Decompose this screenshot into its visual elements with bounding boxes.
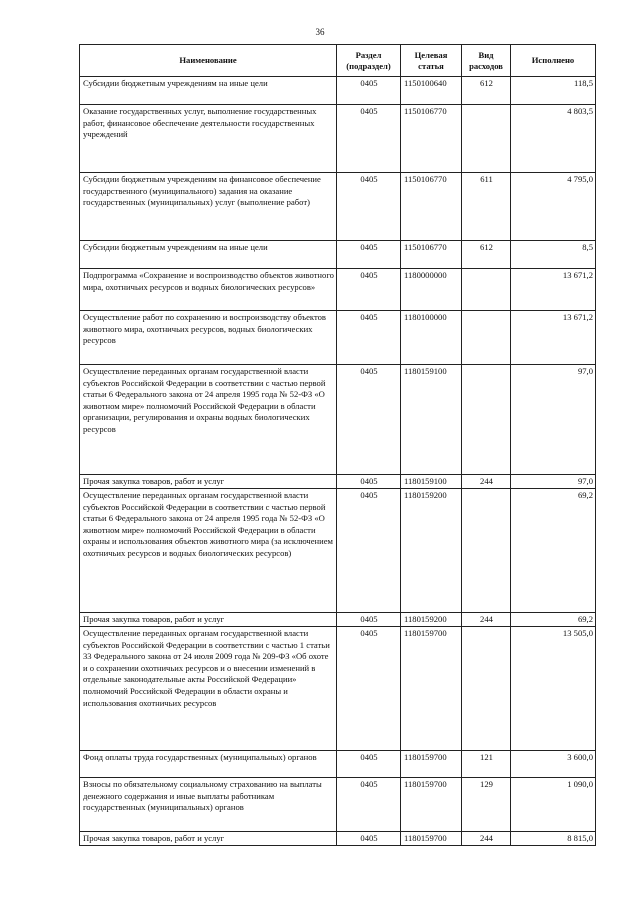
cell-done: 4 795,0 <box>511 173 596 241</box>
cell-name: Взносы по обязательному социальному страхованию на выплаты денежного содержания и иные выплаты работникам государственных (муниципальных) органов <box>80 778 337 832</box>
table-row <box>80 105 596 173</box>
cell-done: 3 600,0 <box>511 751 596 778</box>
cell-type: 121 <box>462 751 511 778</box>
page-number: 36 <box>315 27 325 37</box>
cell-done: 69,2 <box>511 489 596 613</box>
cell-target: 1180159700 <box>401 751 462 778</box>
cell-done: 4 803,5 <box>511 105 596 173</box>
cell-target: 1180159700 <box>401 627 462 751</box>
cell-name: Субсидии бюджетным учреждениям на иные цели <box>80 77 337 105</box>
cell-target: 1180159200 <box>401 613 462 627</box>
cell-type: 244 <box>462 475 511 489</box>
cell-target: 1150106770 <box>401 241 462 269</box>
cell-type <box>462 365 511 475</box>
cell-target: 1180159700 <box>401 832 462 846</box>
cell-name: Оказание государственных услуг, выполнение государственных работ, финансовое обеспечение деятельности государственных учреждений <box>80 105 337 173</box>
cell-section: 0405 <box>337 365 401 475</box>
cell-name: Осуществление переданных органам государственной власти субъектов Российской Федерации в соответствии с частью первой статьи 6 Федерального закона от 24 апреля 1995 года № 52-ФЗ «О животном мире» полномочий Российской Федерации в области охраны и использования объектов животного мира (за исключением охотничьих ресурсов и водных биологических ресурсов) <box>80 489 337 613</box>
cell-type: 244 <box>462 613 511 627</box>
cell-done: 97,0 <box>511 365 596 475</box>
cell-name: Подпрограмма «Сохранение и воспроизводство объектов животного мира, охотничьих ресурсов и водных биологических ресурсов» <box>80 269 337 311</box>
cell-target: 1150106770 <box>401 173 462 241</box>
cell-name: Субсидии бюджетным учреждениям на иные цели <box>80 241 337 269</box>
cell-target: 1180159200 <box>401 489 462 613</box>
header-section: Раздел (подраздел) <box>337 45 401 77</box>
cell-section: 0405 <box>337 778 401 832</box>
cell-section: 0405 <box>337 269 401 311</box>
cell-type <box>462 269 511 311</box>
cell-type: 244 <box>462 832 511 846</box>
table-row <box>80 489 596 613</box>
cell-type <box>462 489 511 613</box>
table-row <box>80 173 596 241</box>
cell-section: 0405 <box>337 241 401 269</box>
cell-done: 69,2 <box>511 613 596 627</box>
table-row <box>80 475 596 489</box>
table-row <box>80 613 596 627</box>
header-name: Наименование <box>80 45 337 77</box>
cell-name: Осуществление переданных органам государственной власти субъектов Российской Федерации в соответствии с частью первой статьи 6 Федерального закона от 24 апреля 1995 года № 52-ФЗ «О животном мире» полномочий Российской Федерации в области организации, регулирования и охраны водных биологических ресурсов <box>80 365 337 475</box>
budget-table <box>79 44 596 846</box>
cell-done: 8 815,0 <box>511 832 596 846</box>
cell-type <box>462 311 511 365</box>
cell-type <box>462 105 511 173</box>
cell-target: 1150106770 <box>401 105 462 173</box>
header-target: Целевая статья <box>401 45 462 77</box>
cell-name: Прочая закупка товаров, работ и услуг <box>80 832 337 846</box>
cell-done: 13 671,2 <box>511 269 596 311</box>
cell-name: Прочая закупка товаров, работ и услуг <box>80 475 337 489</box>
cell-section: 0405 <box>337 751 401 778</box>
cell-section: 0405 <box>337 627 401 751</box>
cell-done: 13 505,0 <box>511 627 596 751</box>
cell-name: Осуществление работ по сохранению и воспроизводству объектов животного мира, охотничьих ресурсов, водных биологических ресурсов <box>80 311 337 365</box>
cell-type: 129 <box>462 778 511 832</box>
table-row <box>80 832 596 846</box>
cell-name: Осуществление переданных органам государственной власти субъектов Российской Федерации в соответствии с частью 1 статьи 33 Федерального закона от 24 июля 2009 года № 209-ФЗ «Об охоте и о сохранении охотничьих ресурсов и о внесении изменений в отдельные законодательные акты Российской Федерации» полномочий Российской Федерации в области охраны и использования охотничьих ресурсов <box>80 627 337 751</box>
table-row <box>80 77 596 105</box>
cell-target: 1180159100 <box>401 365 462 475</box>
cell-section: 0405 <box>337 77 401 105</box>
cell-target: 1180000000 <box>401 269 462 311</box>
cell-name: Прочая закупка товаров, работ и услуг <box>80 613 337 627</box>
cell-name: Субсидии бюджетным учреждениям на финансовое обеспечение государственного (муниципального) задания на оказание государственных (муниципальных) услуг (выполнение работ) <box>80 173 337 241</box>
cell-target: 1180100000 <box>401 311 462 365</box>
table-row <box>80 241 596 269</box>
cell-done: 13 671,2 <box>511 311 596 365</box>
cell-section: 0405 <box>337 475 401 489</box>
table-row <box>80 627 596 751</box>
header-type: Вид расходов <box>462 45 511 77</box>
cell-target: 1150100640 <box>401 77 462 105</box>
cell-type <box>462 627 511 751</box>
cell-done: 8,5 <box>511 241 596 269</box>
cell-section: 0405 <box>337 173 401 241</box>
table-row <box>80 365 596 475</box>
table-header-row <box>80 45 596 77</box>
table-row <box>80 751 596 778</box>
cell-done: 118,5 <box>511 77 596 105</box>
cell-target: 1180159100 <box>401 475 462 489</box>
cell-name: Фонд оплаты труда государственных (муниципальных) органов <box>80 751 337 778</box>
cell-type: 611 <box>462 173 511 241</box>
cell-type: 612 <box>462 77 511 105</box>
cell-section: 0405 <box>337 105 401 173</box>
cell-section: 0405 <box>337 489 401 613</box>
cell-section: 0405 <box>337 613 401 627</box>
table-row <box>80 269 596 311</box>
cell-done: 1 090,0 <box>511 778 596 832</box>
cell-done: 97,0 <box>511 475 596 489</box>
cell-section: 0405 <box>337 832 401 846</box>
header-done: Исполнено <box>511 45 596 77</box>
cell-target: 1180159700 <box>401 778 462 832</box>
table-row <box>80 778 596 832</box>
cell-section: 0405 <box>337 311 401 365</box>
table-row <box>80 311 596 365</box>
cell-type: 612 <box>462 241 511 269</box>
